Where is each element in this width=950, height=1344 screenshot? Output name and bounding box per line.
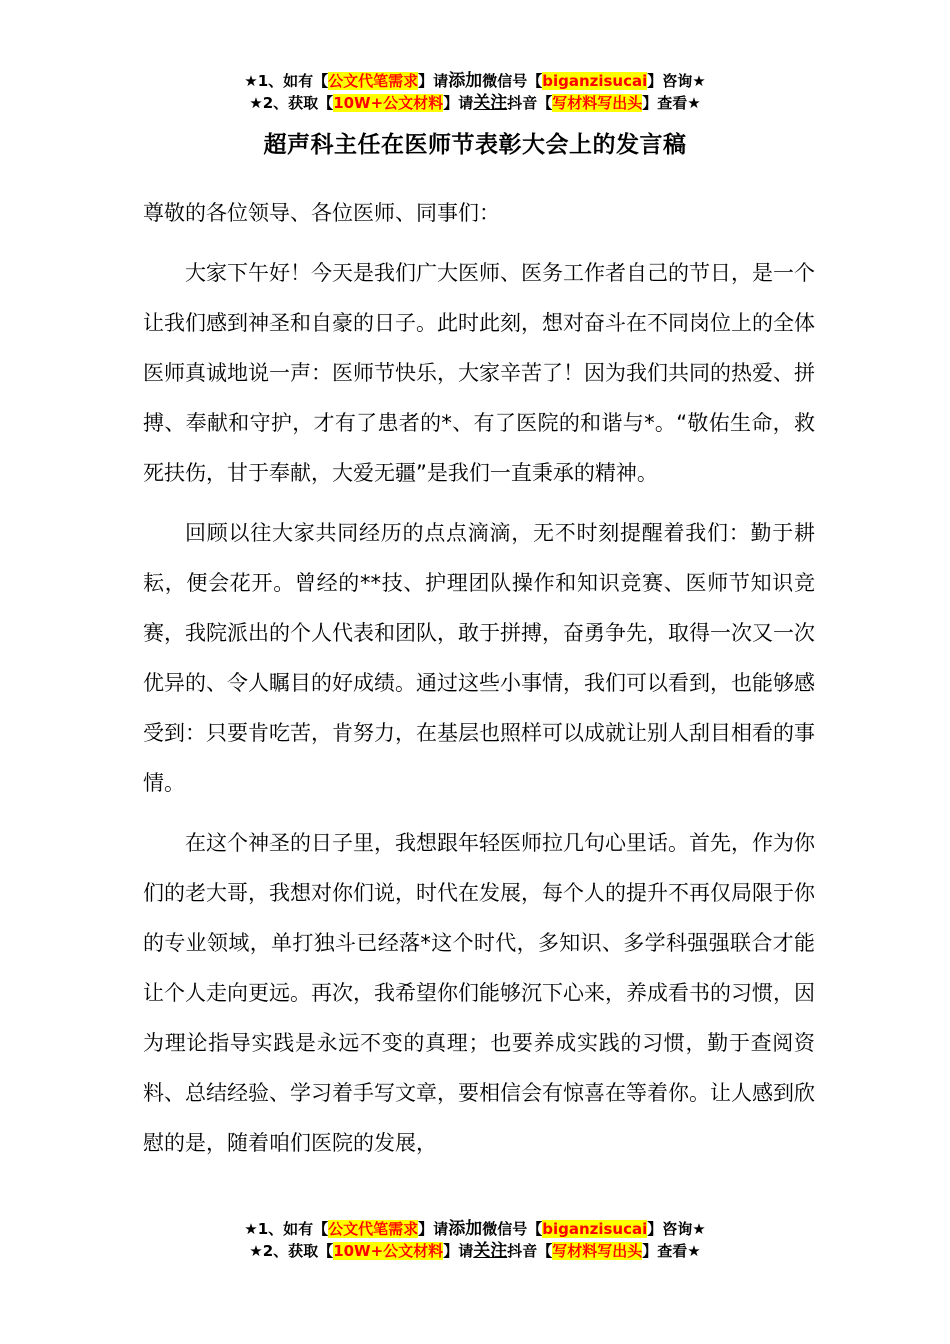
promo-emphasis: 关注 — [473, 93, 508, 113]
paragraph: 回顾以往大家共同经历的点点滴滴，无不时刻提醒着我们：勤于耕耘，便会花开。曾经的**技、护理团队操作和知识竞赛、医师节知识竞赛，我院派出的个人代表和团队，敢于拼搏，奋勇争先，取得一次又一次优异的、令人瞩目的好成绩。通过这些小事情，我们可以看到，也能够感受到：只要肯吃苦，肯努力，在基层也照样可以成就让别人刮目相看的事情。 — [143, 521, 815, 795]
promo-douyin-id: 写材料写出头 — [552, 1242, 643, 1260]
promo-text: ★1、如有【 — [244, 72, 329, 90]
promo-text: 微信号【 — [482, 1220, 543, 1238]
promo-text: 】请 — [443, 94, 474, 112]
promo-text: 】请 — [418, 72, 449, 90]
promo-highlight: 公文代笔需求 — [328, 72, 419, 90]
document-body — [143, 188, 815, 1178]
header-promo-banner — [0, 70, 950, 114]
promo-line-2 — [0, 92, 950, 114]
promo-line-1 — [0, 1218, 950, 1240]
promo-wechat-id: biganzisucai — [542, 1220, 648, 1238]
promo-emphasis: 添加 — [448, 71, 483, 91]
promo-douyin-id: 写材料写出头 — [552, 94, 643, 112]
paragraph: 在这个神圣的日子里，我想跟年轻医师拉几句心里话。首先，作为你们的老大哥，我想对你们说，时代在发展，每个人的提升不再仅局限于你的专业领域，单打独斗已经落*这个时代，多知识、多学科强强联合才能让个人走向更远。再次，我希望你们能够沉下心来，养成看书的习惯，因为理论指导实践是永远不变的真理；也要养成实践的习惯，勤于查阅资料、总结经验、学习着手写文章，要相信会有惊喜在等着你。让人感到欣慰的是，随着咱们医院的发展， — [143, 831, 815, 1155]
salutation: 尊敬的各位领导、各位医师、同事们： — [143, 201, 500, 225]
paragraph: 大家下午好！今天是我们广大医师、医务工作者自己的节日，是一个让我们感到神圣和自豪的日子。此时此刻，想对奋斗在不同岗位上的全体医师真诚地说一声：医师节快乐，大家辛苦了！因为我们共同的热爱、拼搏、奉献和守护，才有了患者的*、有了医院的和谐与*。“敬佑生命，救死扶伤，甘于奉献，大爱无疆”是我们一直秉承的精神。 — [143, 261, 815, 485]
promo-emphasis: 添加 — [448, 1219, 483, 1239]
promo-text: 】请 — [443, 1242, 474, 1260]
promo-highlight: 公文代笔需求 — [328, 1220, 419, 1238]
document-title: 超声科主任在医师节表彰大会上的发言稿 — [263, 132, 687, 158]
promo-text: ★1、如有【 — [244, 1220, 329, 1238]
promo-line-1 — [0, 70, 950, 92]
promo-text: 微信号【 — [482, 72, 543, 90]
promo-wechat-id: biganzisucai — [542, 72, 648, 90]
promo-text: 】查看★ — [642, 1242, 701, 1260]
promo-text: 】请 — [418, 1220, 449, 1238]
promo-text: ★2、获取【 — [249, 1242, 334, 1260]
promo-text: 】咨询★ — [647, 72, 706, 90]
promo-highlight: 10W+公文材料 — [333, 1242, 444, 1260]
promo-text: 抖音【 — [507, 1242, 553, 1260]
promo-line-2 — [0, 1240, 950, 1262]
promo-highlight: 10W+公文材料 — [333, 94, 444, 112]
promo-text: 抖音【 — [507, 94, 553, 112]
footer-promo-banner — [0, 1218, 950, 1262]
promo-text: 】查看★ — [642, 94, 701, 112]
promo-text: ★2、获取【 — [249, 94, 334, 112]
promo-emphasis: 关注 — [473, 1241, 508, 1261]
promo-text: 】咨询★ — [647, 1220, 706, 1238]
